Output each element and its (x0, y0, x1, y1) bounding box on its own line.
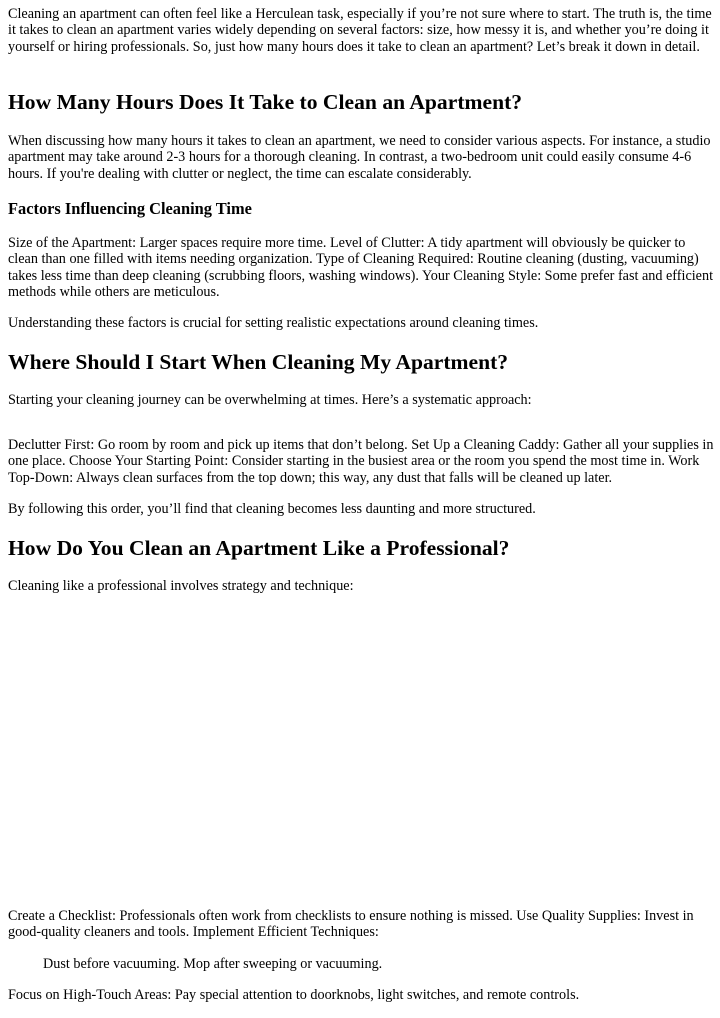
paragraph-start-intro: Starting your cleaning journey can be overwhelming at times. Here’s a systematic approach: (8, 392, 532, 408)
paragraph-start-conclusion: By following this order, you’ll find that cleaning becomes less daunting and more structured. (8, 501, 536, 517)
paragraph-high-touch-areas: Focus on High-Touch Areas: Pay special attention to doorknobs, light switches, and remote controls. (8, 987, 580, 1003)
paragraph-technique-items: Dust before vacuuming. Mop after sweeping or vacuuming. (43, 956, 383, 972)
paragraph-professional-tips: Create a Checklist: Professionals often work from checklists to ensure nothing is missed. Use Quality Supplies: Invest in good-quality cleaners and tools. Implement Efficient Techniques: (8, 908, 694, 941)
paragraph-factors: Size of the Apartment: Larger spaces require more time. Level of Clutter: A tidy apartment will obviously be quicker to clean than one filled with items needing organization. Type of Cleaning Required: Routine cleaning (dusting, vacuuming) takes less time than deep cleaning (scrubbing floors, washing windows). Your Cleaning Style: Some prefer fast and efficient methods while others are meticulous. (8, 235, 714, 301)
paragraph-hours-estimate: When discussing how many hours it takes to clean an apartment, we need to consider various aspects. For instance, a studio apartment may take around 2-3 hours for a thorough cleaning. In contrast, a two-bedroom unit could easily consume 4-6 hours. If you're dealing with clutter or neglect, the time can escalate considerably. (8, 133, 711, 182)
heading-like-professional: How Do You Clean an Apartment Like a Professional? (8, 536, 510, 560)
heading-how-many-hours: How Many Hours Does It Take to Clean an Apartment? (8, 90, 523, 114)
paragraph-professional-intro: Cleaning like a professional involves strategy and technique: (8, 578, 354, 594)
intro-paragraph: Cleaning an apartment can often feel like a Herculean task, especially if you’re not sure where to start. The truth is, the time it takes to clean an apartment varies widely depending on several factors: size, how messy it is, and whether you’re doing it yourself or hiring professionals. So, just how many hours does it take to clean an apartment? Let’s break it down in detail. (8, 6, 712, 55)
subheading-factors: Factors Influencing Cleaning Time (8, 199, 252, 218)
heading-where-to-start: Where Should I Start When Cleaning My Apartment? (8, 350, 509, 374)
paragraph-start-steps: Declutter First: Go room by room and pick up items that don’t belong. Set Up a Cleaning Caddy: Gather all your supplies in one place. Choose Your Starting Point: Consider starting in the busiest area or the room you spend the most time in. Work Top-Down: Always clean surfaces from the top down; this way, any dust that falls will be cleaned up later. (8, 437, 714, 486)
paragraph-factors-conclusion: Understanding these factors is crucial for setting realistic expectations around cleaning times. (8, 315, 539, 331)
